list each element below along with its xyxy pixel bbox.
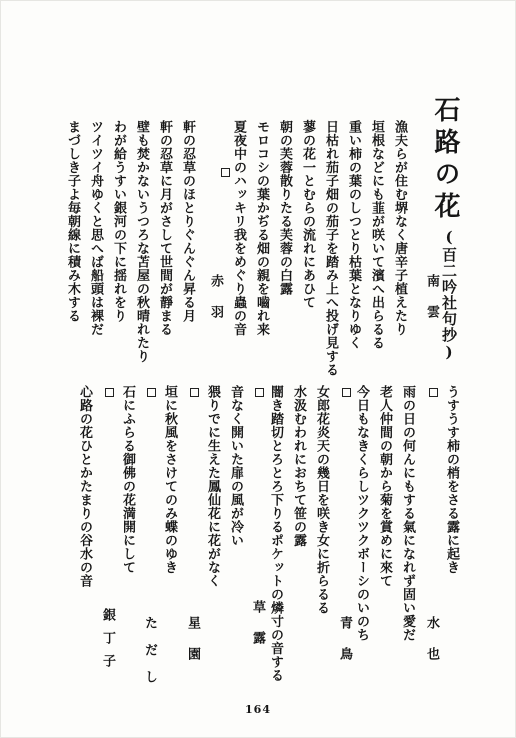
page-subtitle: (百二吟社句抄) bbox=[440, 228, 458, 362]
author-name: 南雲 bbox=[424, 274, 439, 336]
separator-box bbox=[147, 388, 156, 397]
poem-line: わが給うすい銀河の下に揺れをり bbox=[111, 120, 126, 323]
poem-line: 垣根などにも韮が咲いて濱へ出らるる bbox=[369, 120, 384, 350]
poem-line: 夏夜中のハッキリ我をめぐり蟲の音 bbox=[231, 120, 246, 336]
poem-line: 心路の花ひとかたまりの谷水の音 bbox=[77, 385, 92, 588]
separator-box bbox=[255, 388, 264, 397]
author-name: 草露 bbox=[250, 600, 265, 662]
poem-line: 石にふらる御佛の花満開にして bbox=[120, 385, 135, 574]
author-name: 青鳥 bbox=[337, 616, 352, 678]
poem-line: まづしき子よ毎朝線に積み木する bbox=[65, 120, 80, 323]
separator-box bbox=[429, 388, 438, 397]
poem-line: 今日もなきくらしツクツクボーシのいのち bbox=[354, 385, 369, 642]
poem-line: 垣に秋風をさけてのみ蝶のゆき bbox=[162, 385, 177, 574]
author-name: 銀丁子 bbox=[100, 608, 115, 677]
poem-line: 猥りでに生えた鳳仙花に花がなく bbox=[205, 385, 220, 588]
poem-line: ツイツイ舟ゆくと思へば船頭は裸だ bbox=[88, 120, 103, 336]
separator-box bbox=[105, 388, 114, 397]
author-name: 水也 bbox=[424, 616, 439, 678]
poem-line: 雨の日の何んにもする氣になれず固い愛だ bbox=[400, 385, 415, 642]
poem-line: 漁夫らが住む堺なく唐辛子植えたり bbox=[392, 120, 407, 336]
page-title: 石路の花 bbox=[430, 96, 460, 224]
poem-line: うすうす柿の梢をさる露に起き bbox=[444, 385, 459, 574]
poem-line: 壁も焚かないうつろな苫屋の秋晴れたり bbox=[134, 120, 149, 363]
poem-line: 日枯れ茄子畑の茄子を踏み上へ投げ見する bbox=[323, 120, 338, 377]
separator-box bbox=[190, 388, 199, 397]
poem-line: 軒の忍草に月がさして世間が靜まる bbox=[157, 120, 172, 336]
poem-line: 老人仲間の朝から菊を賞めに來て bbox=[377, 385, 392, 588]
poem-line: 音なく開いた扉の風が冷い bbox=[228, 385, 243, 547]
poem-line: 朝の芙蓉散りたる芙蓉の白露 bbox=[277, 120, 292, 296]
poem-line: 水汲むわれにおちて笹の露 bbox=[291, 385, 306, 547]
page-number: 164 bbox=[245, 703, 271, 716]
poem-line: 蓼の花一とむらの流れにあひて bbox=[300, 120, 315, 309]
poem-line: 闇き踏切とろとろ下りるポケットの燐寸の音する bbox=[268, 385, 283, 682]
poem-line: 軒の忍草のほとりぐんぐん昇る月 bbox=[180, 120, 195, 323]
poem-line: 女郎花炎天の幾日を咲き女に折らるる bbox=[314, 385, 329, 615]
author-name: 赤羽 bbox=[208, 274, 223, 336]
separator-box bbox=[221, 168, 230, 177]
poem-line: モロコシの葉かぢる畑の親を嚙れ来 bbox=[254, 120, 269, 336]
author-name: 星園 bbox=[185, 616, 200, 678]
poem-line: 重い柿の葉のしつとり枯葉となりゆく bbox=[346, 120, 361, 350]
author-name: ただし bbox=[142, 616, 157, 697]
separator-box bbox=[342, 388, 351, 397]
